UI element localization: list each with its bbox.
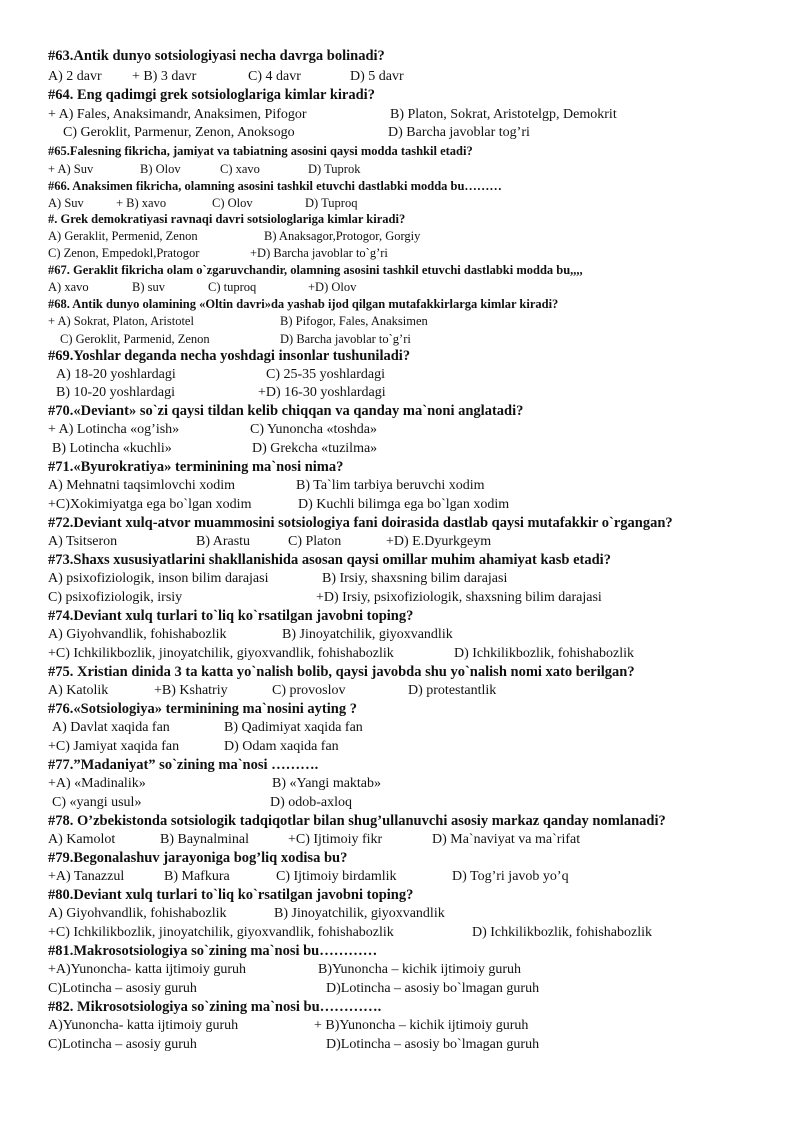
question-heading: #68. Antik dunyo olamining «Oltin davri»da yashab ijod qilgan mutafakkirlarga kimlar kiradi? <box>48 297 559 311</box>
question-heading: #67. Geraklit fikricha olam o`zgaruvchandir, olamning asosini tashkil etuvchi dastlabki modda bu,,,, <box>48 263 583 277</box>
question-heading: #65.Falesning fikricha, jamiyat va tabiatning asosini qaysi modda tashkil etadi? <box>48 144 473 158</box>
answer-option: + A) Sokrat, Platon, Aristotel <box>48 314 194 328</box>
question-heading: #80.Deviant xulq turlari to`liq ko`rsatilgan javobni toping? <box>48 887 414 903</box>
answer-option: +A)Yunoncha- katta ijtimoiy guruh <box>48 962 247 977</box>
answer-option: A) Giyohvandlik, fohishabozlik <box>48 627 227 642</box>
answer-option: B) «Yangi maktab» <box>272 776 382 791</box>
answer-option: D) odob-axloq <box>270 795 353 810</box>
answer-option: + B)Yunoncha – kichik ijtimoiy guruh <box>314 1018 529 1033</box>
answer-option: D) Tuproq <box>305 196 358 210</box>
question-heading: #70.«Deviant» so`zi qaysi tildan kelib chiqqan va qanday ma`noni anglatadi? <box>48 403 524 419</box>
question-heading: #77.”Madaniyat” so`zining ma`nosi ………. <box>48 757 319 773</box>
answer-option: B) suv <box>132 280 165 294</box>
answer-option: A) 2 davr <box>48 69 102 84</box>
answer-option: B) Mafkura <box>164 869 230 884</box>
answer-option: +C) Ichkilikbozlik, jinoyatchilik, giyoxvandlik, fohishabozlik <box>48 925 394 940</box>
answer-option: B) Jinoyatchilik, giyoxvandlik <box>282 627 453 642</box>
answer-option: +C)Xokimiyatga ega bo`lgan xodim <box>48 497 252 512</box>
answer-option: D)Lotincha – asosiy bo`lmagan guruh <box>326 1037 540 1052</box>
answer-option: C) Geroklit, Parmenur, Zenon, Anoksogo <box>63 125 295 140</box>
answer-option: + A) Lotincha «og’ish» <box>48 422 180 437</box>
answer-option: B) Olov <box>140 162 181 176</box>
question-heading: #79.Begonalashuv jarayoniga bog’liq xodisa bu? <box>48 850 348 866</box>
question-heading: #78. O’zbekistonda sotsiologik tadqiqotlar bilan shug’ullanuvchi asosiy markaz qanday nomlanadi? <box>48 813 666 829</box>
answer-option: D) Tuprok <box>308 162 361 176</box>
answer-option: A) psixofiziologik, inson bilim darajasi <box>48 571 269 586</box>
answer-option: D) Tog’ri javob yo’q <box>452 869 569 884</box>
answer-option: + A) Suv <box>48 162 94 176</box>
question-heading: #63.Antik dunyo sotsiologiyasi necha davrga bolinadi? <box>48 48 385 64</box>
answer-option: C) Ijtimoiy birdamlik <box>276 869 397 884</box>
answer-option: +C) Jamiyat xaqida fan <box>48 739 180 754</box>
answer-option: B) Pifogor, Fales, Anaksimen <box>280 314 428 328</box>
answer-option: D) Ma`naviyat va ma`rifat <box>432 832 581 847</box>
answer-option: D) Grekcha «tuzilma» <box>252 441 378 456</box>
answer-option: A) Mehnatni taqsimlovchi xodim <box>48 478 236 493</box>
answer-option: B) Anaksagor,Protogor, Gorgiy <box>264 229 421 243</box>
answer-option: C) «yangi usul» <box>52 795 142 810</box>
question-heading: #71.«Byurokratiya» terminining ma`nosi nima? <box>48 459 344 475</box>
answer-option: +C) Ichkilikbozlik, jinoyatchilik, giyoxvandlik, fohishabozlik <box>48 646 394 661</box>
answer-option: D) Kuchli bilimga ega bo`lgan xodim <box>298 497 510 512</box>
answer-option: A) Kamolot <box>48 832 116 847</box>
question-heading: #82. Mikrosotsiologiya so`zining ma`nosi bu…………. <box>48 999 382 1015</box>
answer-option: A) Davlat xaqida fan <box>52 720 170 735</box>
question-heading: #66. Anaksimen fikricha, olamning asosini tashkil etuvchi dastlabki modda bu……… <box>48 179 502 193</box>
answer-option: A) Giyohvandlik, fohishabozlik <box>48 906 227 921</box>
question-heading: #74.Deviant xulq turlari to`liq ko`rsatilgan javobni toping? <box>48 608 414 624</box>
answer-option: A) Geraklit, Permenid, Zenon <box>48 229 198 243</box>
answer-option: C) Olov <box>212 196 253 210</box>
answer-option: +A) Tanazzul <box>48 869 125 884</box>
answer-option: B) Platon, Sokrat, Aristotelgp, Demokrit <box>390 107 617 122</box>
answer-option: +C) Ijtimoiy fikr <box>288 832 383 847</box>
answer-option: +D) Barcha javoblar to`g’ri <box>250 246 388 260</box>
answer-option: A) Tsitseron <box>48 534 118 549</box>
answer-option: +D) Irsiy, psixofiziologik, shaxsning bilim darajasi <box>316 590 602 605</box>
answer-option: B) Ta`lim tarbiya beruvchi xodim <box>296 478 485 493</box>
answer-option: +D) E.Dyurkgeym <box>386 534 492 549</box>
answer-option: B) Jinoyatchilik, giyoxvandlik <box>274 906 445 921</box>
answer-option: A) Suv <box>48 196 84 210</box>
answer-option: C) xavo <box>220 162 260 176</box>
question-heading: #64. Eng qadimgi grek sotsiologlariga kimlar kiradi? <box>48 87 375 103</box>
answer-option: D) Ichkilikbozlik, fohishabozlik <box>472 925 653 940</box>
answer-option: B) Qadimiyat xaqida fan <box>224 720 363 735</box>
answer-option: B) Lotincha «kuchli» <box>52 441 172 456</box>
question-heading: #72.Deviant xulq-atvor muammosini sotsiologiya fani doirasida dastlab qaysi mutafakkir o`rgangan? <box>48 515 673 531</box>
answer-option: C) Zenon, Empedokl,Pratogor <box>48 246 200 260</box>
answer-option: A) Katolik <box>48 683 109 698</box>
answer-option: C) Yunoncha «toshda» <box>250 422 378 437</box>
question-heading: #. Grek demokratiyasi ravnaqi davri sotsiologlariga kimlar kiradi? <box>48 212 406 226</box>
answer-option: +A) «Madinalik» <box>48 776 146 791</box>
answer-option: B) Arastu <box>196 534 251 549</box>
question-heading: #69.Yoshlar deganda necha yoshdagi insonlar tushuniladi? <box>48 348 411 364</box>
answer-option: D) Barcha javoblar to`g’ri <box>280 332 411 346</box>
answer-option: D)Lotincha – asosiy bo`lmagan guruh <box>326 981 540 996</box>
answer-option: +D) Olov <box>308 280 357 294</box>
answer-option: +D) 16-30 yoshlardagi <box>258 385 386 400</box>
answer-option: B) Baynalminal <box>160 832 250 847</box>
question-heading: #81.Makrosotsiologiya so`zining ma`nosi bu………… <box>48 943 378 959</box>
answer-option: A)Yunoncha- katta ijtimoiy guruh <box>48 1018 239 1033</box>
answer-option: A) 18-20 yoshlardagi <box>56 367 176 382</box>
answer-option: + B) 3 davr <box>132 69 197 84</box>
answer-option: C) psixofiziologik, irsiy <box>48 590 183 605</box>
question-heading: #75. Xristian dinida 3 ta katta yo`nalish bolib, qaysi javobda shu yo`nalish nomi xato berilgan? <box>48 664 635 680</box>
answer-option: D) Ichkilikbozlik, fohishabozlik <box>454 646 635 661</box>
answer-option: B) 10-20 yoshlardagi <box>56 385 175 400</box>
answer-option: C) provoslov <box>272 683 346 698</box>
answer-option: C)Lotincha – asosiy guruh <box>48 981 197 996</box>
answer-option: C) Platon <box>288 534 342 549</box>
question-heading: #76.«Sotsiologiya» terminining ma`nosini ayting ? <box>48 701 357 717</box>
answer-option: D) protestantlik <box>408 683 497 698</box>
answer-option: C) tuproq <box>208 280 257 294</box>
answer-option: D) 5 davr <box>350 69 404 84</box>
answer-option: + B) xavo <box>116 196 167 210</box>
answer-option: D) Odam xaqida fan <box>224 739 339 754</box>
answer-option: +B) Kshatriy <box>154 683 228 698</box>
answer-option: D) Barcha javoblar tog’ri <box>388 125 530 140</box>
answer-option: C) 4 davr <box>248 69 301 84</box>
answer-option: B)Yunoncha – kichik ijtimoiy guruh <box>318 962 521 977</box>
answer-option: B) Irsiy, shaxsning bilim darajasi <box>322 571 508 586</box>
answer-option: A) xavo <box>48 280 89 294</box>
answer-option: C) 25-35 yoshlardagi <box>266 367 385 382</box>
answer-option: C) Geroklit, Parmenid, Zenon <box>60 332 210 346</box>
answer-option: C)Lotincha – asosiy guruh <box>48 1037 197 1052</box>
answer-option: + A) Fales, Anaksimandr, Anaksimen, Pifogor <box>48 107 307 122</box>
question-heading: #73.Shaxs xususiyatlarini shakllanishida asosan qaysi omillar muhim ahamiyat kasb etadi? <box>48 552 611 568</box>
